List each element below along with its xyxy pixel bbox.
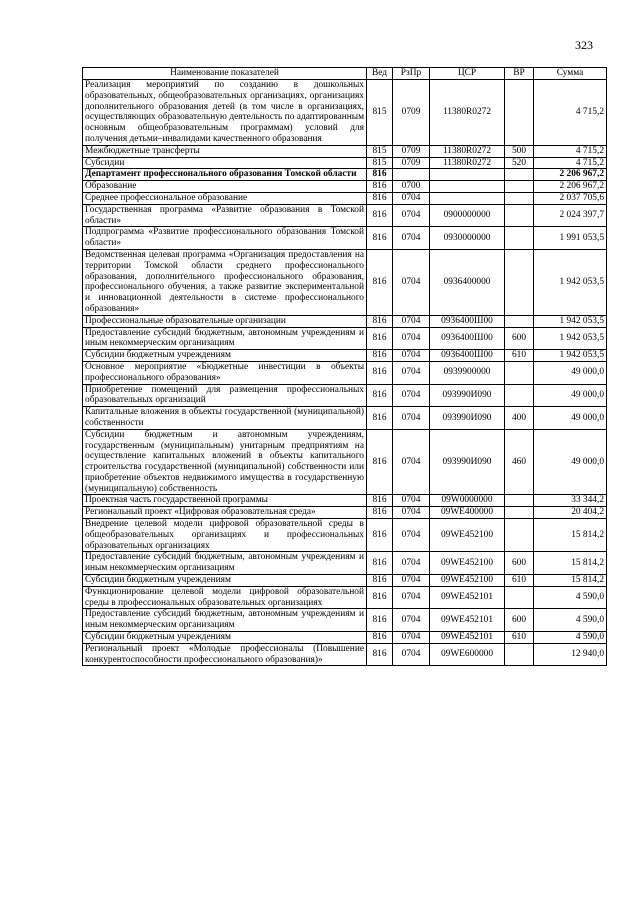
table-row <box>83 384 607 407</box>
row-vr <box>505 586 534 609</box>
row-name: Предоставление субсидий бюджетным, автономным учреждениям и иным некоммерческим организациям <box>83 327 367 350</box>
row-rzpr: 0704 <box>393 519 430 552</box>
row-ved: 816 <box>367 181 393 193</box>
row-rzpr: 0704 <box>393 361 430 384</box>
table-row <box>83 552 607 575</box>
row-vr: 500 <box>505 145 534 157</box>
row-csr: 09WE452101 <box>430 609 505 632</box>
row-ved: 816 <box>367 384 393 407</box>
row-sum: 49 000,0 <box>534 429 607 495</box>
row-ved: 816 <box>367 632 393 644</box>
row-name: Субсидии бюджетным учреждениям <box>83 575 367 587</box>
row-sum: 1 991 053,5 <box>534 227 607 250</box>
row-rzpr: 0704 <box>393 632 430 644</box>
row-csr: 09WE452100 <box>430 519 505 552</box>
table-row <box>83 227 607 250</box>
row-sum: 4 590,0 <box>534 609 607 632</box>
row-sum: 1 942 053,5 <box>534 315 607 327</box>
row-sum: 20 404,2 <box>534 507 607 519</box>
row-vr <box>505 181 534 193</box>
header-sum: Сумма <box>534 68 607 80</box>
row-name: Реализация мероприятий по созданию в дошкольных образовательных, общеобразовательных организациях, организациях дополнительного образования детей (в том числе в организациях, осуществляющих образовательную деятельность по адаптированным основным общеобразовательным программам) условий для получения детьми–инвалидами качественного образования <box>83 80 367 146</box>
row-vr <box>505 361 534 384</box>
table-header-row <box>83 68 607 80</box>
row-name: Проектная часть государственной программы <box>83 495 367 507</box>
row-ved: 816 <box>367 643 393 666</box>
header-rzpr: РзПр <box>393 68 430 80</box>
row-rzpr: 0704 <box>393 327 430 350</box>
row-csr: 0900000000 <box>430 204 505 227</box>
row-rzpr: 0704 <box>393 609 430 632</box>
row-csr: 09W0000000 <box>430 495 505 507</box>
row-name: Субсидии бюджетным учреждениям <box>83 350 367 362</box>
table-row <box>83 609 607 632</box>
row-vr: 600 <box>505 609 534 632</box>
row-ved: 816 <box>367 507 393 519</box>
table-row <box>83 361 607 384</box>
row-sum: 15 814,2 <box>534 552 607 575</box>
table-row <box>83 495 607 507</box>
row-vr <box>505 507 534 519</box>
row-ved: 816 <box>367 204 393 227</box>
row-sum: 15 814,2 <box>534 519 607 552</box>
row-ved: 816 <box>367 249 393 315</box>
table-row <box>83 519 607 552</box>
header-vr: ВР <box>505 68 534 80</box>
row-csr <box>430 181 505 193</box>
table-row <box>83 632 607 644</box>
header-name: Наименование показателей <box>83 68 367 80</box>
row-csr: 0930000000 <box>430 227 505 250</box>
row-ved: 816 <box>367 327 393 350</box>
row-ved: 815 <box>367 145 393 157</box>
row-sum: 4 715,2 <box>534 157 607 169</box>
table-row <box>83 169 607 181</box>
row-ved: 816 <box>367 192 393 204</box>
row-ved: 816 <box>367 315 393 327</box>
table-row <box>83 249 607 315</box>
row-sum: 2 206 967,2 <box>534 169 607 181</box>
row-vr <box>505 169 534 181</box>
row-csr <box>430 169 505 181</box>
row-rzpr: 0704 <box>393 350 430 362</box>
row-vr: 460 <box>505 429 534 495</box>
row-csr: 0939900000 <box>430 361 505 384</box>
table-row <box>83 586 607 609</box>
row-name: Ведомственная целевая программа «Организация предоставления на территории Томской области среднего профессионального образования, дополнительного профессионального образования, профессионального обучения, а также развитие экспериментальной и инновационной деятельности в системе профессионального образования» <box>83 249 367 315</box>
row-name: Среднее профессиональное образование <box>83 192 367 204</box>
row-rzpr: 0704 <box>393 495 430 507</box>
row-name: Функционирование целевой модели цифровой образовательной среды в профессиональных образовательных организациях <box>83 586 367 609</box>
row-csr: 093990И090 <box>430 384 505 407</box>
row-ved: 816 <box>367 519 393 552</box>
row-ved: 816 <box>367 609 393 632</box>
row-vr: 400 <box>505 407 534 430</box>
row-name: Субсидии бюджетным учреждениям <box>83 632 367 644</box>
row-vr <box>505 495 534 507</box>
row-ved: 815 <box>367 157 393 169</box>
header-ved: Вед <box>367 68 393 80</box>
row-csr: 093990И090 <box>430 407 505 430</box>
row-name: Департамент профессионального образования Томской области <box>83 169 367 181</box>
row-name: Субсидии <box>83 157 367 169</box>
row-rzpr: 0700 <box>393 181 430 193</box>
row-vr <box>505 192 534 204</box>
table-row <box>83 204 607 227</box>
row-sum: 2 037 705,6 <box>534 192 607 204</box>
row-rzpr: 0704 <box>393 192 430 204</box>
row-vr <box>505 519 534 552</box>
row-csr: 093990И090 <box>430 429 505 495</box>
row-ved: 816 <box>367 552 393 575</box>
row-ved: 815 <box>367 80 393 146</box>
table-row <box>83 80 607 146</box>
row-name: Межбюджетные трансферты <box>83 145 367 157</box>
row-rzpr: 0704 <box>393 227 430 250</box>
table-row <box>83 181 607 193</box>
row-name: Субсидии бюджетным и автономным учреждениям, государственным (муниципальным) унитарным предприятиям на осуществление капитальных вложений в объекты капитального строительства государственной (муниципальной) собственности или приобретение объектов недвижимого имущества в государственную (муниципальную) собственность <box>83 429 367 495</box>
row-sum: 2 206 967,2 <box>534 181 607 193</box>
row-csr: 09WE452100 <box>430 575 505 587</box>
row-ved: 816 <box>367 575 393 587</box>
row-vr: 520 <box>505 157 534 169</box>
row-ved: 816 <box>367 361 393 384</box>
row-rzpr: 0709 <box>393 145 430 157</box>
row-name: Региональный проект «Молодые профессионалы (Повышение конкурентоспособности профессионального образования)» <box>83 643 367 666</box>
table-row <box>83 429 607 495</box>
table-row <box>83 407 607 430</box>
row-sum: 33 344,2 <box>534 495 607 507</box>
row-rzpr: 0704 <box>393 575 430 587</box>
row-csr: 09WE400000 <box>430 507 505 519</box>
row-ved: 816 <box>367 586 393 609</box>
row-vr: 610 <box>505 350 534 362</box>
row-name: Внедрение целевой модели цифровой образовательной среды в общеобразовательных организациях и профессиональных образовательных организациях <box>83 519 367 552</box>
table-row <box>83 507 607 519</box>
row-sum: 4 590,0 <box>534 632 607 644</box>
table-row <box>83 157 607 169</box>
row-csr: 0936400000 <box>430 249 505 315</box>
row-rzpr: 0704 <box>393 249 430 315</box>
table-row <box>83 145 607 157</box>
budget-table <box>82 67 607 666</box>
row-csr: 0936400Ш00 <box>430 315 505 327</box>
row-csr: 09WE600000 <box>430 643 505 666</box>
row-csr: 09WE452101 <box>430 586 505 609</box>
row-name: Предоставление субсидий бюджетным, автономным учреждениям и иным некоммерческим организациям <box>83 552 367 575</box>
row-ved: 816 <box>367 169 393 181</box>
row-sum: 49 000,0 <box>534 361 607 384</box>
row-sum: 15 814,2 <box>534 575 607 587</box>
row-name: Основное мероприятие «Бюджетные инвестиции в объекты профессионального образования» <box>83 361 367 384</box>
row-sum: 1 942 053,5 <box>534 350 607 362</box>
row-name: Профессиональные образовательные организации <box>83 315 367 327</box>
row-rzpr: 0709 <box>393 80 430 146</box>
row-vr: 600 <box>505 327 534 350</box>
row-csr: 0936400Ш00 <box>430 350 505 362</box>
row-csr: 09WE452100 <box>430 552 505 575</box>
row-name: Приобретение помещений для размещения профессиональных образовательных организаций <box>83 384 367 407</box>
row-sum: 1 942 053,5 <box>534 327 607 350</box>
table-row <box>83 327 607 350</box>
row-name: Государственная программа «Развитие образования в Томской области» <box>83 204 367 227</box>
table-row <box>83 350 607 362</box>
row-ved: 816 <box>367 350 393 362</box>
row-name: Образование <box>83 181 367 193</box>
row-vr <box>505 315 534 327</box>
row-rzpr <box>393 169 430 181</box>
row-ved: 816 <box>367 429 393 495</box>
row-csr: 09WE452101 <box>430 632 505 644</box>
page-number: 323 <box>575 38 593 52</box>
row-vr <box>505 384 534 407</box>
row-sum: 4 715,2 <box>534 80 607 146</box>
row-name: Капитальные вложения в объекты государственной (муниципальной) собственности <box>83 407 367 430</box>
row-sum: 2 024 397,7 <box>534 204 607 227</box>
row-vr <box>505 227 534 250</box>
row-sum: 12 940,0 <box>534 643 607 666</box>
row-csr: 0936400Ш00 <box>430 327 505 350</box>
row-sum: 4 590,0 <box>534 586 607 609</box>
row-vr: 600 <box>505 552 534 575</box>
row-rzpr: 0709 <box>393 157 430 169</box>
row-sum: 49 000,0 <box>534 407 607 430</box>
table-row <box>83 192 607 204</box>
row-rzpr: 0704 <box>393 315 430 327</box>
row-sum: 4 715,2 <box>534 145 607 157</box>
row-csr: 11380R0272 <box>430 80 505 146</box>
header-csr: ЦСР <box>430 68 505 80</box>
row-ved: 816 <box>367 495 393 507</box>
row-rzpr: 0704 <box>393 407 430 430</box>
row-rzpr: 0704 <box>393 384 430 407</box>
row-csr <box>430 192 505 204</box>
row-vr <box>505 80 534 146</box>
row-sum: 49 000,0 <box>534 384 607 407</box>
row-rzpr: 0704 <box>393 552 430 575</box>
row-vr: 610 <box>505 632 534 644</box>
row-csr: 11380R0272 <box>430 157 505 169</box>
row-ved: 816 <box>367 407 393 430</box>
row-rzpr: 0704 <box>393 429 430 495</box>
row-vr <box>505 249 534 315</box>
row-vr: 610 <box>505 575 534 587</box>
table-row <box>83 315 607 327</box>
table-row <box>83 643 607 666</box>
row-vr <box>505 204 534 227</box>
row-sum: 1 942 053,5 <box>534 249 607 315</box>
table-row <box>83 575 607 587</box>
row-rzpr: 0704 <box>393 204 430 227</box>
row-csr: 11380R0272 <box>430 145 505 157</box>
row-name: Предоставление субсидий бюджетным, автономным учреждениям и иным некоммерческим организациям <box>83 609 367 632</box>
row-name: Региональный проект «Цифровая образовательная среда» <box>83 507 367 519</box>
row-rzpr: 0704 <box>393 507 430 519</box>
row-rzpr: 0704 <box>393 586 430 609</box>
row-vr <box>505 643 534 666</box>
row-ved: 816 <box>367 227 393 250</box>
row-rzpr: 0704 <box>393 643 430 666</box>
row-name: Подпрограмма «Развитие профессионального образования Томской области» <box>83 227 367 250</box>
